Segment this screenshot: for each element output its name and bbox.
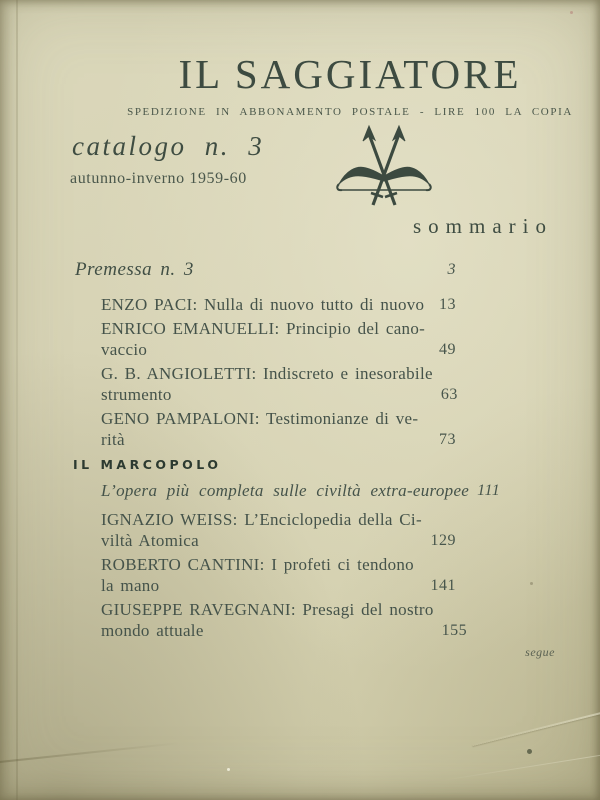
toc-entry-text [101,408,418,450]
continuation-note: segue [525,645,555,659]
toc-page-number: 63 [440,386,458,403]
toc-entry [101,509,456,551]
catalog-number: catalogo n. 3 [72,131,265,161]
paper-crease [0,742,180,764]
toc-entry [101,363,456,405]
toc-entry [101,554,456,596]
toc-entry [101,599,468,641]
toc-entry-line: L’opera più completa sulle civiltà extra-europee [101,481,470,500]
toc-entry-line: mondo attuale [101,621,204,640]
page-title: IL SAGGIATORE [178,51,522,97]
toc-entry-line: viltà Atomica [101,531,199,550]
toc-entry [101,294,456,315]
sommario-heading: sommario [413,214,553,238]
paper-speck [570,11,573,14]
toc-entry-text [101,599,434,641]
toc-entry-text [101,509,422,551]
toc-entry-text [101,363,433,405]
postal-subtitle: SPEDIZIONE IN ABBONAMENTO POSTALE - LIRE 100 LA COPIA [127,106,573,118]
toc-entry-line: strumento [101,385,172,404]
toc-entry-line: la mano [101,576,160,595]
toc-entry-text [101,554,414,596]
toc-entry-line: ENZO PACI: Nulla di nuovo tutto di nuovo [101,295,425,314]
toc-entry-text [101,480,469,501]
toc-page-number: 141 [430,577,456,594]
toc-entry-line: ENRICO EMANUELLI: Principio del cano- [101,319,426,338]
toc-entry-line: rità [101,430,125,449]
toc-entry-line: G. B. ANGIOLETTI: Indiscreto e inesorabile [101,364,433,383]
toc-page-number: 111 [477,482,501,499]
toc-page-number: 155 [441,622,468,639]
paper-speck [227,768,230,771]
toc-entry-line: IGNAZIO WEISS: L’Enciclopedia della Ci- [101,510,422,529]
toc-page-number: 3 [447,261,456,278]
toc-entry-line: ROBERTO CANTINI: I profeti ci tendono [101,555,414,574]
toc-entry [75,258,456,282]
toc-page-number: 73 [439,431,456,448]
paper-speck [530,582,533,585]
toc-page-number: 13 [439,296,456,313]
toc-entry-line: Premessa n. 3 [75,259,194,280]
toc-entry-line: vaccio [101,340,148,359]
paper-speck [527,749,532,754]
section-header-marcopolo: IL MARCOPOLO [73,457,222,472]
toc-entry [101,318,456,360]
toc-entry-text [75,258,194,282]
toc-entry [101,480,501,501]
toc-page-number: 129 [430,532,456,549]
toc-entry-line: GIUSEPPE RAVEGNANI: Presagi del nostro [101,600,434,619]
paper-crease [441,752,600,781]
toc-entry-text [101,294,424,315]
publisher-bow-arrows-icon [336,124,432,208]
toc-entry [101,408,456,450]
toc-entry-line: GENO PAMPALONI: Testimonianze di ve- [101,409,419,428]
toc-page-number: 49 [439,341,456,358]
paper-crease [16,0,18,800]
toc-entry-text [101,318,425,360]
table-of-contents [73,258,501,641]
paper-crease [472,708,600,746]
season-line: autunno-inverno 1959-60 [70,170,247,187]
